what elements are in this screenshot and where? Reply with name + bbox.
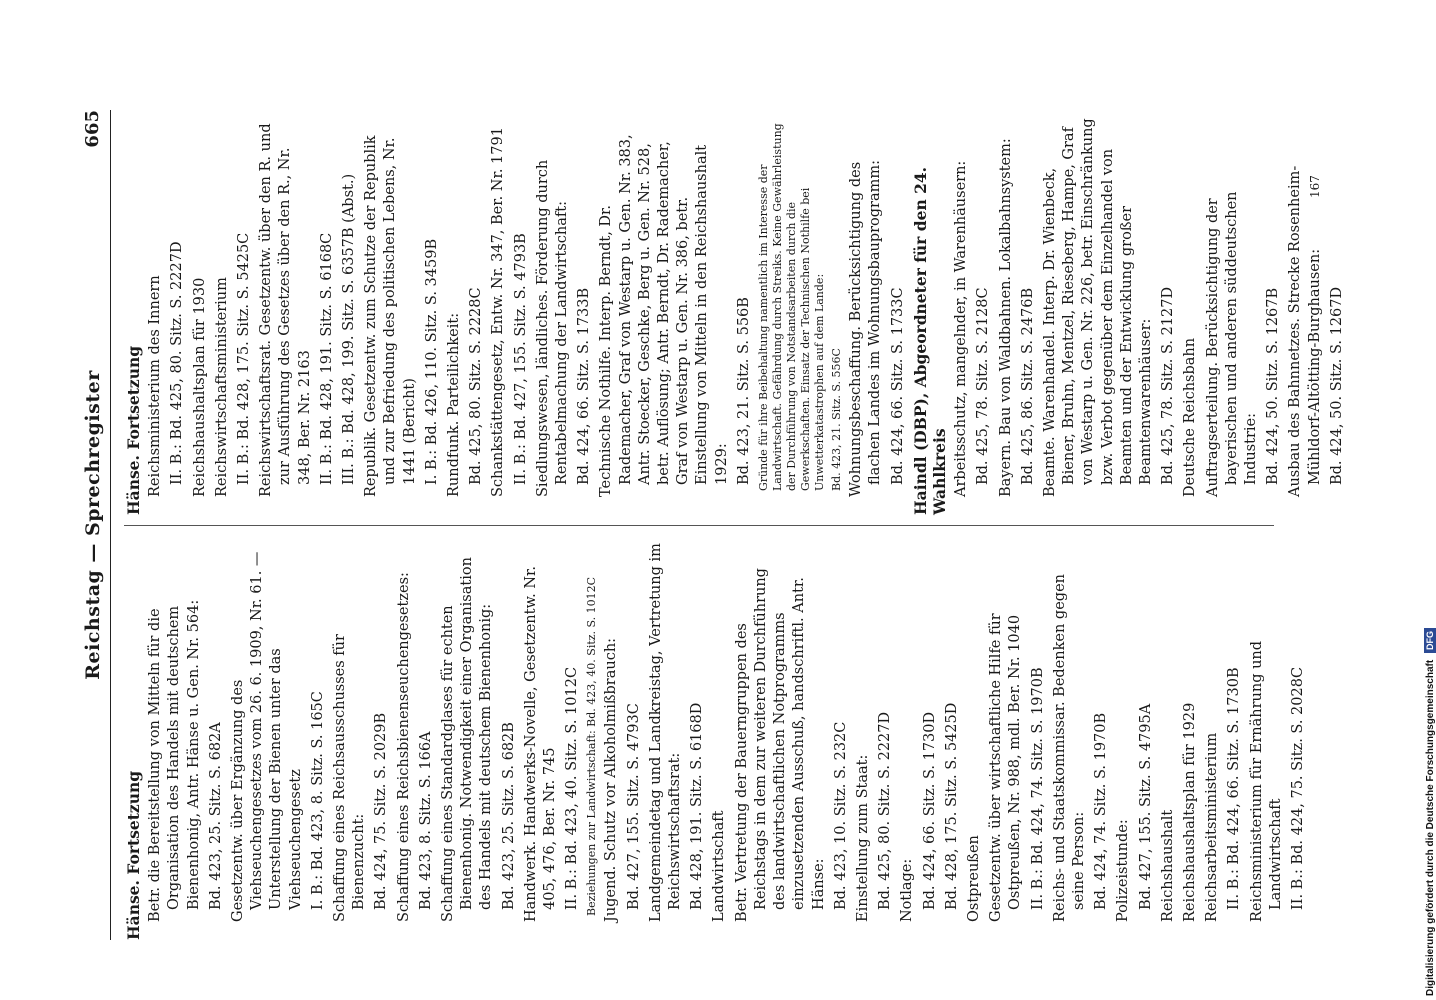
column-divider <box>124 525 1274 526</box>
index-note: Bd. 423, 21. Sitz. S. 556C <box>830 348 844 491</box>
index-entry: Deutsche Reichsbahn <box>1182 337 1199 497</box>
index-entry: Rundfunk. Parteilichkeit: <box>446 312 463 497</box>
index-reference: Bd. 423, 10. Sitz. S. 232C <box>832 721 849 910</box>
index-entry: Betr. Vertretung der Bauerngruppen des Reichstags in dem zur weiteren Durchführung des landwirtschaftlichen Notprogramms einzusetzenden Ausschuß, handschriftl. Antr. Hänse: <box>733 568 827 922</box>
index-reference: II. B.: Bd. 424, 74. Sitz. S. 1970B <box>1029 667 1046 910</box>
index-reference: Bd. 424, 66. Sitz. S. 1733C <box>889 287 906 485</box>
index-reference: I. B.: Bd. 423, 8. Sitz. S. 165C <box>309 691 326 910</box>
index-entry: Reichs- und Staatskommissar. Bedenken gegen seine Person: <box>1051 574 1087 922</box>
digitization-note <box>1424 628 1436 996</box>
left-column <box>124 540 1311 940</box>
index-heading: Hänse. Fortsetzung <box>124 345 143 515</box>
index-reference: Bd. 428, 175. Sitz. S. 5425D <box>943 702 960 910</box>
index-entry: Siedlungswesen, ländliches. Förderung durch Rentabelmachung der Landwirtschaft: <box>534 159 571 497</box>
dfg-logo: DFG <box>1424 628 1436 653</box>
index-reference: II. B.: Bd. 428, 175. Sitz. S. 5425C <box>236 232 253 485</box>
index-reference: I. B.: Bd. 426, 110. Sitz. S. 3459B <box>423 238 440 485</box>
index-entry: Gesetzentw. über Ergänzung des Viehseuchengesetzes vom 26. 6. 1909, Nr. 61. — Unterstellung der Bienen unter das Viehseuchengesetz <box>230 551 304 922</box>
index-reference: II. B.: Bd. 424, 66. Sitz. S. 1730B <box>1226 667 1243 910</box>
index-entry: Reichsarbeitsministerium <box>1204 732 1221 922</box>
index-entry: Reichswirtschaftsministerium <box>213 277 230 497</box>
index-reference: Bd. 425, 86. Sitz. S. 2476B <box>1019 287 1036 485</box>
index-entry: Handwerk. Handwerks-Novelle, Gesetzentw. Nr. 405, 476, Ber. Nr. 745 <box>522 565 559 922</box>
index-reference: Bd. 425, 80. Sitz. S. 2227D <box>877 711 894 910</box>
index-note: Gründe für ihre Beibehaltung namentlich im Interesse der Landwirtschaft. Gefährdung durch Streiks. Keine Gewährleistung der Durchführung von Notstandsarbeiten durch die Gewerkschaften. Einsatz der Technischen Nothilfe bei Unwetterkatastrophen auf dem Lande: <box>757 123 827 491</box>
page-number: 665 <box>82 110 103 148</box>
index-entry: Landwirtschaft <box>711 810 728 922</box>
index-reference: Bd. 423, 25. Sitz. S. 682A <box>207 722 224 910</box>
index-entry: Ausbau des Bahnnetzes. Strecke Rosenheim-Mühldorf-Altötting-Burghausen: <box>1287 165 1323 497</box>
index-reference: II. B.: Bd. 427, 155. Sitz. S. 4793B <box>512 233 529 485</box>
right-column <box>124 115 1350 515</box>
page-marker: 167 <box>1308 175 1322 198</box>
index-note: Beziehungen zur Landwirtschaft: Bd. 423, 40. Sitz. S. 1012C <box>585 576 599 916</box>
index-entry: Reichshaushaltsplan für 1930 <box>191 277 208 497</box>
index-reference: Bd. 423, 25. Sitz. S. 682B <box>500 722 517 910</box>
index-reference: Bd. 424, 66. Sitz. S. 1733B <box>576 287 593 485</box>
index-reference: Bd. 424, 74. Sitz. S. 1970B <box>1093 712 1110 910</box>
page-header <box>80 110 111 940</box>
index-entry: Wohnungsbeschaffung. Berücksichtigung des flachen Landes im Wohnungsbauprogramm: <box>848 159 884 497</box>
index-heading: Hänse. Fortsetzung <box>124 770 143 940</box>
index-reference: Bd. 425, 78. Sitz. S. 2127D <box>1160 286 1177 485</box>
index-entry: Betr. die Bereitstellung von Mitteln für die Organisation des Handels mit deutschem Bienenhonig, Antr. Hänse u. Gen. Nr. 564: <box>147 599 202 922</box>
index-heading: Haindl (DBP), Abgeordneter für den 24. Wahlkreis <box>910 166 949 515</box>
index-entry: Schaffung eines Reichsbienenseuchengesetzes: <box>395 572 412 922</box>
index-reference: III. B.: Bd. 428, 199. Sitz. S. 6357B (Abst.) <box>341 173 358 485</box>
index-reference: Bd. 425, 78. Sitz. S. 2128C <box>975 287 992 485</box>
index-reference: Bd. 427, 155. Sitz. S. 4793C <box>625 703 642 910</box>
index-entry: Reichshaushaltsplan für 1929 <box>1181 702 1198 922</box>
index-entry: Arbeitsschutz, mangelnder, in Warenhäusern: <box>953 160 970 497</box>
index-reference: Bd. 423, 8. Sitz. S. 166A <box>417 731 434 910</box>
index-entry: Jugend. Schutz vor Alkoholmißbrauch: <box>603 637 620 922</box>
index-entry: Gesetzentw. über wirtschaftliche Hilfe für Ostpreußen, Nr. 988, mdl. Ber. Nr. 1040 <box>988 613 1024 922</box>
digitization-text: Digitalisierung gefördert durch die Deutsche Forschungsgemeinschaft <box>1425 659 1436 996</box>
index-reference: II. B.: Bd. 423, 40. Sitz. S. 1012C <box>564 666 581 910</box>
index-entry: Beamte. Warenhandel. Interp. Dr. Wienbeck, Biener, Bruhn, Mentzel, Rieseberg, Hampe, Graf von Westarp u. Gen. Nr. 226, betr. Einschränkung bzw. Verbot gegenüber dem Einzelhandel von Beamten und der Entwicklung großer Beamtenwarenhäuser: <box>1041 118 1154 497</box>
index-entry: Schaffung eines Standardglases für echten Bienenhonig. Notwendigkeit einer Organisation des Handels mit deutschem Bienenhonig: <box>440 557 495 922</box>
index-entry: Schankstättengesetz, Entw. Nr. 347, Ber. Nr. 1791 <box>490 127 507 497</box>
index-reference: Bd. 427, 155. Sitz. S. 4795A <box>1137 703 1154 910</box>
index-entry: Technische Nothilfe. Interp. Berndt, Dr. Rademacher, Graf von Westarp u. Gen. Nr. 383, Antr. Stoecker, Geschke, Berg u. Gen. Nr. 528, betr. Auflösung; Antr. Berndt, Dr. Rademacher, Graf von Westarp u. Gen. Nr. 386, betr. Einstellung von Mitteln in den Reichshaushalt 1929: <box>598 134 730 497</box>
index-reference: Bd. 424, 66. Sitz. S. 1730D <box>921 711 938 910</box>
index-entry: Reichsministerium des Innern <box>147 275 164 497</box>
index-reference: Bd. 424, 50. Sitz. S. 1267B <box>1265 287 1282 485</box>
index-reference: II. B.: Bd. 425, 80. Sitz. S. 2227D <box>169 241 186 485</box>
index-entry: Einstellung zum Staat: <box>854 754 871 922</box>
index-reference: II. B.: Bd. 428, 191. Sitz. S. 6168C <box>318 232 335 485</box>
index-entry: Reichsministerium für Ernährung und Landwirtschaft <box>1248 640 1284 922</box>
index-reference: Bd. 424, 50. Sitz. S. 1267D <box>1328 286 1345 485</box>
index-reference: Bd. 423, 21. Sitz. S. 556B <box>735 297 752 485</box>
index-reference: Bd. 424, 75. Sitz. S. 2029B <box>373 712 390 910</box>
index-entry: Polizeistunde: <box>1115 819 1132 922</box>
index-reference: II. B.: Bd. 424, 75. Sitz. S. 2028C <box>1289 666 1306 910</box>
index-entry: Auftragserteilung. Berücksichtigung der bayerischen und anderen süddeutschen Industrie: <box>1204 191 1259 497</box>
index-entry: Reichswirtschaftsrat. Gesetzentw. über den R. und zur Ausführung des Gesetzes über den R., Nr. 348, Ber. Nr. 2163 <box>258 123 313 497</box>
index-entry: Reichshaushalt <box>1159 809 1176 922</box>
index-entry: Ostpreußen <box>965 835 982 922</box>
index-reference: Bd. 425, 80. Sitz. S. 2228C <box>468 287 485 485</box>
index-reference: Bd. 428, 191. Sitz. S. 6168D <box>689 702 706 910</box>
index-entry: Notlage: <box>899 858 916 922</box>
index-entry: Landgemeindetag und Landkreistag, Vertretung im Reichswirtschaftsrat: <box>647 543 684 922</box>
index-entry: Republik. Gesetzentw. zum Schutze der Republik und zur Befriedung des politischen Lebens, Nr. 1441 (Bericht) <box>363 135 418 497</box>
index-entry: Bayern. Bau von Waldbahnen. Lokalbahnsystem: <box>997 138 1014 497</box>
index-entry: Schaffung eines Reichsausschusses für Bienenzucht: <box>332 634 368 922</box>
running-title: Reichstag — Sprechregister <box>82 370 104 680</box>
